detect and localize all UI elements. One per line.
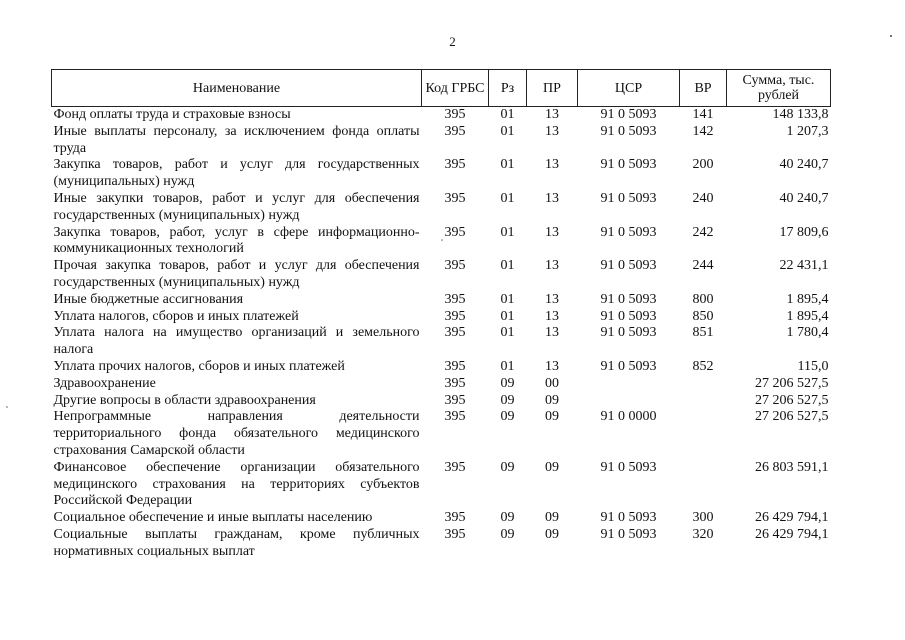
cell-pr: 09 (545, 526, 559, 542)
cell-vr (680, 393, 727, 410)
cell-pr: 09 (545, 459, 559, 475)
table-header (52, 70, 831, 107)
cell-name: Уплата прочих налогов, сборов и иных платежей (53, 358, 345, 374)
budget-table (51, 69, 831, 561)
cell-grbs: 395 (444, 291, 466, 307)
cell-name: Иные закупки товаров, работ и услуг для обеспечения государственных (муниципальных) нужд (53, 190, 420, 223)
cell-sum: 1 895,4 (786, 308, 829, 324)
cell-grbs: 395 (444, 526, 466, 542)
cell-rz: 01 (500, 190, 515, 206)
cell-sum: 26 429 794,1 (755, 510, 829, 526)
cell-rz: 01 (500, 291, 515, 307)
cell-name: Иные выплаты персоналу, за исключением фонда оплаты труда (53, 123, 420, 156)
cell-rz: 09 (500, 392, 515, 408)
cell-rz: 01 (500, 107, 515, 122)
cell-rz: 01 (500, 325, 515, 341)
cell-vr: 300 (692, 510, 714, 526)
cell-vr: 320 (692, 526, 714, 542)
cell-grbs: 395 (444, 409, 466, 425)
cell-csr: 91 0 5093 (600, 258, 657, 274)
cell-grbs: 395 (444, 375, 466, 391)
cell-name: Закупка товаров, работ и услуг для государственных (муниципальных) нужд (53, 157, 420, 190)
cell-name: Фонд оплаты труда и страховые взносы (53, 107, 291, 122)
table-row (52, 359, 831, 376)
header-vr: ВР (680, 70, 727, 107)
cell-rz: 09 (500, 375, 515, 391)
cell-pr: 13 (545, 157, 559, 173)
cell-vr: 852 (692, 358, 714, 374)
header-name: Наименование (52, 70, 422, 107)
cell-sum: 26 803 591,1 (755, 459, 829, 475)
cell-rz: 01 (500, 157, 515, 173)
cell-vr: 850 (692, 308, 714, 324)
cell-name: Финансовое обеспечение организации обязательного медицинского страхования на территориях субъектов Российской Федерации (53, 459, 420, 509)
cell-vr: 141 (692, 107, 714, 122)
cell-sum: 26 429 794,1 (755, 526, 829, 542)
table-row (52, 124, 831, 158)
cell-csr: 91 0 5093 (600, 190, 657, 206)
cell-rz: 01 (500, 224, 515, 240)
cell-name: Здравоохранение (53, 375, 156, 391)
cell-rz: 01 (500, 123, 515, 139)
cell-csr: 91 0 5093 (600, 459, 657, 475)
cell-sum: 40 240,7 (779, 190, 829, 206)
page-number: 2 (449, 34, 456, 49)
cell-sum: 27 206 527,5 (755, 392, 829, 408)
cell-csr: 91 0 5093 (600, 224, 657, 240)
cell-name: Прочая закупка товаров, работ и услуг для обеспечения государственных (муниципальных) нужд (53, 258, 420, 290)
cell-grbs: 395 (444, 459, 466, 475)
cell-sum: 115,0 (797, 358, 829, 374)
table-row (52, 225, 831, 259)
table-row (52, 393, 831, 410)
cell-name: Непрограммные направления деятельности территориального фонда обязательного медицинского страхования Самарской области (53, 409, 420, 458)
table-row (52, 460, 831, 510)
cell-vr: 851 (692, 325, 714, 341)
cell-sum: 22 431,1 (779, 258, 829, 274)
cell-rz: 01 (500, 358, 515, 374)
cell-grbs: 395 (444, 392, 466, 408)
cell-csr: 91 0 5093 (600, 358, 657, 374)
header-grbs: Код ГРБС (422, 70, 489, 107)
cell-pr: 13 (545, 358, 559, 374)
cell-name: Социальное обеспечение и иные выплаты населению (53, 510, 373, 526)
cell-pr: 09 (545, 409, 559, 425)
cell-rz: 09 (500, 510, 515, 526)
cell-name: Уплата налогов, сборов и иных платежей (53, 308, 299, 324)
cell-csr: 91 0 5093 (600, 526, 657, 542)
cell-pr: 13 (545, 224, 559, 240)
cell-name: Закупка товаров, работ, услуг в сфере информационно-коммуникационных технологий (53, 224, 420, 257)
header-csr: ЦСР (578, 70, 680, 107)
cell-csr: 91 0 5093 (600, 291, 657, 307)
cell-name: Иные бюджетные ассигнования (53, 291, 244, 307)
cell-pr: 13 (545, 107, 559, 122)
table-row (52, 107, 831, 124)
cell-csr: 91 0 5093 (600, 123, 657, 139)
cell-csr: 91 0 5093 (600, 308, 657, 324)
cell-pr: 13 (545, 190, 559, 206)
cell-sum: 1 780,4 (786, 325, 829, 341)
cell-pr: 09 (545, 510, 559, 526)
table-row (52, 292, 831, 309)
cell-vr (680, 460, 727, 510)
cell-grbs: 395 (444, 258, 466, 274)
cell-sum: 17 809,6 (779, 224, 829, 240)
cell-vr: 142 (692, 123, 714, 139)
cell-grbs: 395 (444, 157, 466, 173)
header-rz: Рз (489, 70, 527, 107)
cell-csr: 91 0 5093 (600, 325, 657, 341)
cell-pr: 13 (545, 308, 559, 324)
cell-grbs: 395 (444, 190, 466, 206)
table-row (52, 510, 831, 527)
cell-name: Другие вопросы в области здравоохранения (53, 392, 316, 408)
cell-grbs: 395 (444, 325, 466, 341)
table-row (52, 191, 831, 225)
table-row (52, 309, 831, 326)
cell-grbs: 395 (444, 123, 466, 139)
cell-vr: 240 (692, 190, 714, 206)
cell-rz: 01 (500, 308, 515, 324)
cell-sum: 40 240,7 (779, 157, 829, 173)
cell-pr: 13 (545, 325, 559, 341)
cell-csr: 91 0 5093 (600, 157, 657, 173)
cell-csr: 91 0 0000 (600, 409, 657, 425)
cell-vr: 244 (692, 258, 714, 274)
cell-grbs: 395 (444, 358, 466, 374)
cell-pr: 13 (545, 258, 559, 274)
cell-pr: 13 (545, 123, 559, 139)
table-row (52, 325, 831, 359)
table-row (52, 376, 831, 393)
cell-rz: 09 (500, 526, 515, 542)
table-body (52, 107, 831, 561)
cell-sum: 27 206 527,5 (755, 409, 829, 425)
cell-rz: 09 (500, 459, 515, 475)
table-row (52, 258, 831, 292)
cell-vr (680, 409, 727, 459)
cell-rz: 09 (500, 409, 515, 425)
cell-pr: 13 (545, 291, 559, 307)
cell-vr (680, 376, 727, 393)
cell-vr: 200 (692, 157, 714, 173)
cell-sum: 1 895,4 (786, 291, 829, 307)
cell-csr (578, 376, 680, 393)
table-row (52, 527, 831, 561)
cell-pr: 00 (545, 375, 559, 391)
cell-grbs: 395 (444, 308, 466, 324)
cell-grbs: 395 (444, 224, 466, 240)
table-row (52, 409, 831, 459)
cell-sum: 148 133,8 (772, 107, 829, 122)
cell-grbs: 395 (444, 510, 466, 526)
cell-name: Уплата налога на имущество организаций и земельного налога (53, 325, 420, 358)
cell-sum: 1 207,3 (786, 123, 829, 139)
cell-sum: 27 206 527,5 (755, 375, 829, 391)
cell-grbs: 395 (444, 107, 466, 122)
cell-vr: 242 (692, 224, 714, 240)
cell-vr: 800 (692, 291, 714, 307)
header-pr: ПР (527, 70, 578, 107)
cell-csr (578, 393, 680, 410)
cell-name: Социальные выплаты гражданам, кроме публичных нормативных социальных выплат (53, 526, 420, 559)
cell-rz: 01 (500, 258, 515, 274)
cell-csr: 91 0 5093 (600, 510, 657, 526)
header-sum: Сумма, тыс. рублей (727, 70, 831, 107)
cell-csr: 91 0 5093 (600, 107, 657, 122)
table-row (52, 157, 831, 191)
cell-pr: 09 (545, 392, 559, 408)
